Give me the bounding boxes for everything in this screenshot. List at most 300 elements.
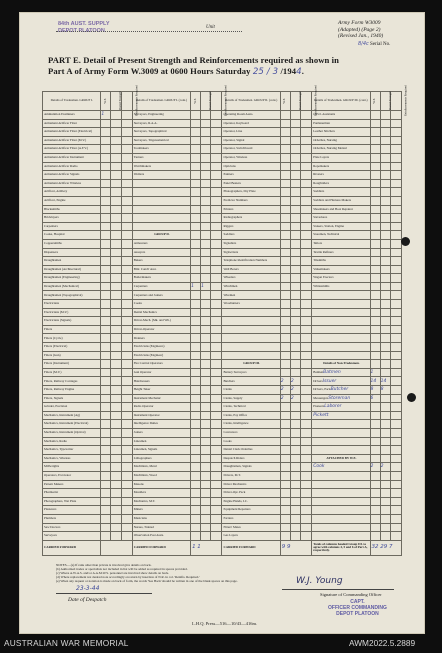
reinf-cell: [211, 308, 222, 317]
trade-label: Coppersmiths: [43, 239, 101, 248]
we-cell: [370, 343, 380, 352]
we-cell: [280, 523, 290, 532]
posted-cell: [201, 351, 211, 360]
trade-label: Clerks: [222, 386, 280, 395]
reinf-cell: [211, 411, 222, 420]
trade-label: Mechanics, M.T.: [132, 497, 190, 506]
trade-label: Instrument Operator: [132, 411, 190, 420]
we-cell: [280, 411, 290, 420]
trade-label: Bricklayers: [43, 214, 101, 223]
we-cell: [101, 171, 111, 180]
we-cell: [191, 257, 201, 266]
reinf-cell: [121, 343, 132, 352]
we-cell: [101, 265, 111, 274]
reinf-cell: [211, 300, 222, 309]
we-cell: [101, 239, 111, 248]
we-cell: [101, 257, 111, 266]
despatch-date-hand: 23-3-44: [76, 585, 100, 592]
we-cell: [101, 368, 111, 377]
reinf-cell: [300, 532, 311, 541]
handwritten-value: 2: [290, 387, 294, 393]
posted-cell: [201, 257, 211, 266]
reinf-cell: [300, 231, 311, 240]
trade-label: Stevedores: [312, 214, 370, 223]
trade-label: [132, 214, 190, 223]
trade-label: Armament Artificer Fitter (A.F.V.): [43, 145, 101, 154]
trade-label: Pattern Makers: [43, 480, 101, 489]
posted-cell: [290, 463, 300, 472]
we-cell: [370, 308, 380, 317]
we-cell: [280, 136, 290, 145]
we-cell: [191, 325, 201, 334]
we-cell: [191, 463, 201, 472]
we-cell: [370, 403, 380, 412]
reinf-cell: [211, 403, 222, 412]
header-reinf-label: Reinforcements Required: [134, 85, 139, 117]
carried-forward-label: Totals of columns headed Group III. to agree with columns 4, 5 and 6 of Part A, respectively.: [312, 540, 370, 555]
trade-label: Mechanics, Wireless: [43, 454, 101, 463]
reinf-cell: [390, 368, 401, 377]
trade-label: Lithographers: [132, 454, 190, 463]
carried-forward-values: [191, 540, 222, 555]
reinf-cell: [211, 514, 222, 523]
we-cell: [370, 136, 380, 145]
posted-cell: [111, 111, 121, 120]
reinf-cell: [211, 222, 222, 231]
we-cell: [370, 239, 380, 248]
header-details-3: Details of Tradesmen. GROUP II. (cont.): [222, 92, 280, 111]
table-row: [43, 231, 402, 240]
trade-label: [132, 205, 190, 214]
trade-label: Draughtsmen (Engineering): [43, 274, 101, 283]
we-cell: [280, 334, 290, 343]
we-cell: [280, 446, 290, 455]
trade-label: Assayers: [132, 248, 190, 257]
trade-label: Battery Surveyors: [222, 368, 280, 377]
we-cell: [370, 360, 380, 369]
posted-cell: [290, 239, 300, 248]
posted-cell: [111, 343, 121, 352]
we-cell: [101, 471, 111, 480]
reinf-cell: [121, 532, 132, 541]
posted-cell: [201, 325, 211, 334]
trade-label: [312, 446, 370, 455]
reinf-cell: [390, 446, 401, 455]
we-cell: [191, 506, 201, 515]
reinf-cell: [390, 480, 401, 489]
posted-cell: [290, 128, 300, 137]
reinf-cell: [211, 334, 222, 343]
trade-label: Plumbers: [43, 514, 101, 523]
reinf-cell: [390, 514, 401, 523]
reinf-cell: [390, 463, 401, 472]
reinf-cell: [390, 386, 401, 395]
posted-cell: [201, 532, 211, 541]
trade-label: Dispensers: [43, 248, 101, 257]
posted-cell: [111, 489, 121, 498]
table-row: [43, 506, 402, 515]
posted-cell: [201, 248, 211, 257]
posted-cell: [380, 257, 390, 266]
posted-cell: [290, 265, 300, 274]
heading-year-prefix: /194: [280, 66, 297, 76]
trade-label: Orderlies, Nursing Mental: [312, 145, 370, 154]
we-cell: [101, 386, 111, 395]
we-cell: [101, 420, 111, 429]
reinf-cell: [121, 480, 132, 489]
we-cell: [370, 257, 380, 266]
reinf-cell: [390, 300, 401, 309]
reinf-cell: [211, 506, 222, 515]
we-cell: [370, 463, 380, 472]
we-cell: [370, 153, 380, 162]
posted-cell: [111, 325, 121, 334]
we-cell: [370, 248, 380, 257]
posted-cell: [380, 523, 390, 532]
posted-cell: [111, 196, 121, 205]
reinf-cell: [121, 454, 132, 463]
signature-hand: W.J. Young: [296, 576, 343, 586]
trade-label: Signallers: [222, 239, 280, 248]
sig-stamp-line-1: CAPT.: [350, 599, 365, 605]
posted-cell: [380, 394, 390, 403]
handwritten-entry: Storeman: [328, 395, 351, 401]
heading-line-1: PART E. Detail of Present Strength and Reinforcements required as shown in: [48, 55, 340, 65]
reinf-cell: [390, 145, 401, 154]
reinf-cell: [300, 377, 311, 386]
posted-cell: [201, 300, 211, 309]
trade-label: [312, 394, 370, 403]
posted-cell: [201, 162, 211, 171]
posted-cell: [380, 454, 390, 463]
we-cell: [191, 214, 201, 223]
header-wr-label: W.E.: [282, 98, 287, 104]
trade-label: Draughtsmen: [43, 257, 101, 266]
we-cell: [280, 343, 290, 352]
posted-cell: [111, 308, 121, 317]
posted-cell: [201, 231, 211, 240]
header-wr-3: [280, 92, 290, 111]
reinf-cell: [390, 343, 401, 352]
we-cell: [280, 257, 290, 266]
we-cell: [280, 188, 290, 197]
trade-label: Armament Artificer Instrument: [43, 153, 101, 162]
posted-cell: [290, 411, 300, 420]
handwritten-total: 1 1: [192, 543, 201, 550]
trade-label: Telephone Identification Numbers: [222, 257, 280, 266]
trade-label: Riggers: [222, 222, 280, 231]
trade-label: Plasterers: [43, 506, 101, 515]
we-cell: [370, 411, 380, 420]
posted-cell: [380, 291, 390, 300]
posted-cell: [290, 222, 300, 231]
posted-cell: [111, 205, 121, 214]
posted-cell: [111, 274, 121, 283]
we-cell: [370, 171, 380, 180]
we-cell: [191, 111, 201, 120]
trade-label: Bldr. Cond'r Asst.: [132, 265, 190, 274]
table-row: [43, 334, 402, 343]
reinf-cell: [211, 325, 222, 334]
trade-label: Surveyors, Trigonometrical: [132, 136, 190, 145]
reinf-cell: [390, 308, 401, 317]
trade-label: Fitters (Instrument): [43, 360, 101, 369]
carried-forward-values: [370, 540, 401, 555]
carried-forward-values: [280, 540, 311, 555]
table-row: [43, 239, 402, 248]
trade-label: Wagon Erectors: [312, 274, 370, 283]
reinf-cell: [300, 514, 311, 523]
trade-label: Saddlers: [222, 231, 280, 240]
posted-cell: [380, 265, 390, 274]
posted-cell: [380, 153, 390, 162]
table-row: [43, 437, 402, 446]
reinf-cell: [121, 394, 132, 403]
posted-cell: [380, 214, 390, 223]
we-cell: [280, 291, 290, 300]
reinf-cell: [300, 471, 311, 480]
trade-label: Operator, Signal: [222, 136, 280, 145]
reinf-cell: [390, 128, 401, 137]
posted-cell: [290, 514, 300, 523]
trade-label: [312, 506, 370, 515]
reinf-cell: [121, 368, 132, 377]
posted-cell: [290, 523, 300, 532]
posted-cell: [380, 403, 390, 412]
posted-cell: [380, 248, 390, 257]
reinf-cell: [211, 231, 222, 240]
posted-cell: [380, 471, 390, 480]
trade-label: Clerks, Intelligence: [222, 420, 280, 429]
posted-cell: [290, 291, 300, 300]
posted-cell: [380, 282, 390, 291]
we-cell: [280, 248, 290, 257]
posted-cell: [111, 282, 121, 291]
reinf-cell: [390, 394, 401, 403]
posted-cell: [290, 403, 300, 412]
trade-label: [312, 471, 370, 480]
table-row: [43, 343, 402, 352]
trade-label: Surveyors, Engineering: [132, 111, 190, 120]
trade-label: Gas Layers: [222, 532, 280, 541]
we-cell: [191, 188, 201, 197]
posted-cell: [111, 257, 121, 266]
table-row: [43, 162, 402, 171]
trade-label: Miners: [132, 506, 190, 515]
posted-cell: [111, 506, 121, 515]
table-row: [43, 420, 402, 429]
header-posted-4: [380, 92, 390, 111]
header-details-4: Details of Tradesmen. GROUP III. (cont.): [312, 92, 370, 111]
reinf-cell: [121, 334, 132, 343]
reinf-cell: [390, 377, 401, 386]
posted-cell: [380, 222, 390, 231]
trade-label: Photographers, Wet Plate: [43, 497, 101, 506]
unit-line: [56, 31, 242, 32]
posted-cell: [201, 188, 211, 197]
we-cell: [101, 300, 111, 309]
table-row: [43, 454, 402, 463]
reinf-cell: [121, 497, 132, 506]
we-cell: [191, 411, 201, 420]
part-e-heading: [48, 55, 398, 78]
reinf-cell: [211, 343, 222, 352]
army-form-line-1: Army Form W3009: [338, 20, 381, 26]
table-row: [43, 377, 402, 386]
trade-text: Drivers: [313, 378, 323, 383]
table-body: [43, 111, 402, 556]
trade-label: Saddlers: [312, 188, 370, 197]
we-cell: [280, 506, 290, 515]
trade-label: Operator, Keyboard: [222, 119, 280, 128]
posted-cell: [290, 196, 300, 205]
posted-cell: [201, 411, 211, 420]
reinf-cell: [300, 205, 311, 214]
header-wr-1: [101, 92, 111, 111]
reinf-cell: [211, 188, 222, 197]
we-cell: [191, 171, 201, 180]
posted-cell: [111, 179, 121, 188]
posted-cell: [380, 428, 390, 437]
posted-cell: [111, 188, 121, 197]
posted-cell: [201, 119, 211, 128]
header-details-2: Details of Tradesmen. GROUP I. (cont.): [132, 92, 190, 111]
trade-label: Well Borers: [222, 265, 280, 274]
posted-cell: [290, 171, 300, 180]
posted-cell: [290, 162, 300, 171]
we-cell: [280, 386, 290, 395]
posted-cell: [380, 119, 390, 128]
trade-label: [222, 343, 280, 352]
reinf-cell: [211, 489, 222, 498]
handwritten-entry: Issuer: [322, 378, 337, 384]
serial-hand: 8/4c: [358, 41, 369, 47]
we-cell: [370, 428, 380, 437]
we-cell: [101, 403, 111, 412]
trade-label: Tailors: [312, 239, 370, 248]
reinf-cell: [121, 514, 132, 523]
trade-label: Fitters: [43, 325, 101, 334]
trade-label: Farriers: [222, 514, 280, 523]
posted-cell: [111, 145, 121, 154]
table-row: [43, 403, 402, 412]
table-row: [43, 222, 402, 231]
reinf-cell: [390, 291, 401, 300]
we-cell: [370, 265, 380, 274]
posted-cell: [290, 145, 300, 154]
reinf-cell: [121, 523, 132, 532]
header-posted-1: [111, 92, 121, 111]
we-cell: [370, 446, 380, 455]
we-cell: [101, 497, 111, 506]
reinf-cell: [211, 386, 222, 395]
punch-hole-bottom: [407, 393, 416, 402]
trade-label: Carpenters: [132, 282, 190, 291]
trade-label: Textile Refiners: [312, 248, 370, 257]
we-cell: [280, 231, 290, 240]
carried-forward-values: [101, 540, 132, 555]
posted-cell: [201, 471, 211, 480]
handwritten-value: 2: [280, 387, 284, 393]
trade-label: Armament Artificer Fitter (M.V.): [43, 136, 101, 145]
punch-hole-top: [401, 237, 410, 246]
we-cell: [280, 214, 290, 223]
handwritten-entry: Cook: [313, 464, 325, 470]
reinf-cell: [390, 196, 401, 205]
we-cell: [370, 325, 380, 334]
posted-cell: [201, 317, 211, 326]
table-row: [43, 497, 402, 506]
posted-cell: [380, 489, 390, 498]
we-cell: [191, 248, 201, 257]
posted-cell: [290, 136, 300, 145]
trade-label: Cooks, Hospital: [43, 231, 101, 240]
trade-label: [312, 463, 370, 472]
trade-label: Watchmakers: [132, 162, 190, 171]
table-row: [43, 523, 402, 532]
we-cell: [101, 248, 111, 257]
handwritten-value: 2: [280, 378, 284, 384]
we-cell: [191, 300, 201, 309]
reinf-cell: [300, 248, 311, 257]
header-posted-label: Posted Strength: [297, 91, 302, 111]
we-cell: [280, 497, 290, 506]
handwritten-value: 8: [370, 387, 374, 393]
we-cell: [280, 463, 290, 472]
handwritten-value: 1: [101, 112, 105, 118]
signature-stamp: [328, 599, 387, 617]
trade-label: Saw Doctors: [43, 523, 101, 532]
trade-label: Engine Hands, I.C.: [222, 497, 280, 506]
trade-label: Operating Room Assts.: [222, 111, 280, 120]
trade-label: Artificer, Artillery: [43, 188, 101, 197]
heading-line-2: [48, 66, 398, 78]
posted-cell: [201, 403, 211, 412]
trade-label: O.P.O. Assistants: [312, 111, 370, 120]
header-row: [43, 92, 402, 111]
reinf-cell: [211, 153, 222, 162]
reinf-cell: [121, 128, 132, 137]
reinf-cell: [121, 162, 132, 171]
trade-label: Storemen, Technical: [312, 231, 370, 240]
we-cell: [191, 394, 201, 403]
reinf-cell: [211, 171, 222, 180]
army-form-line-2: (Adapted) (Page 2): [338, 26, 381, 33]
table-row: [43, 265, 402, 274]
we-cell: [280, 205, 290, 214]
table-row: [43, 111, 402, 120]
reinf-cell: [121, 403, 132, 412]
we-cell: [191, 386, 201, 395]
posted-cell: [290, 480, 300, 489]
trade-label: Operator, Wireless: [222, 153, 280, 162]
posted-cell: [111, 480, 121, 489]
handwritten-value: 2: [370, 464, 374, 470]
we-cell: [191, 454, 201, 463]
we-cell: [370, 471, 380, 480]
we-cell: [101, 291, 111, 300]
we-cell: [101, 351, 111, 360]
we-cell: [191, 360, 201, 369]
posted-cell: [290, 231, 300, 240]
reinf-cell: [300, 188, 311, 197]
reinf-cell: [121, 300, 132, 309]
reinf-cell: [390, 214, 401, 223]
posted-cell: [380, 300, 390, 309]
posted-cell: [290, 497, 300, 506]
handwritten-value: 14: [370, 378, 377, 384]
trade-label: [312, 489, 370, 498]
